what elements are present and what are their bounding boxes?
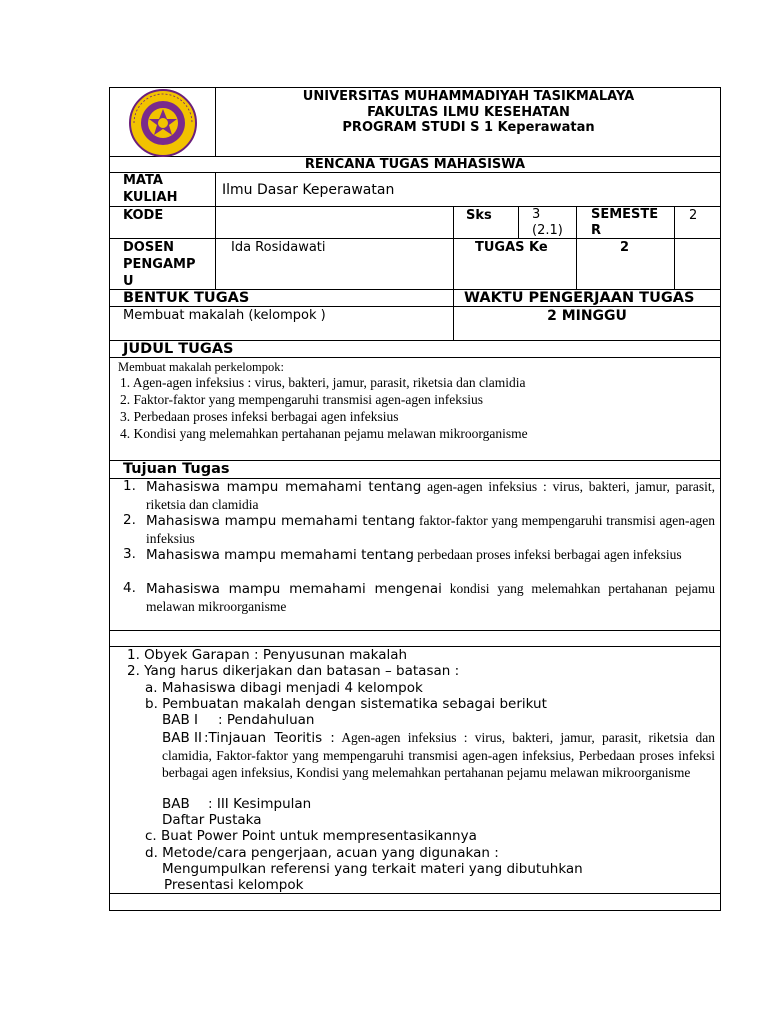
sks-value-line2: (2.1)	[532, 223, 563, 238]
objective-item	[123, 478, 715, 513]
objectives-label: Tujuan Tugas	[123, 461, 230, 477]
detail-line: d. Metode/cara pengerjaan, acuan yang digunakan :	[145, 845, 499, 861]
bab2-text	[162, 729, 715, 781]
task-number-label: TUGAS Ke	[475, 240, 548, 255]
objective-lead: Mahasiswa mampu memahami mengenai	[146, 581, 442, 597]
objective-number: 4.	[123, 580, 136, 596]
lecturer-value: Ida Rosidawati	[231, 240, 326, 255]
task-title-item: 4. Kondisi yang melemahkan pertahanan pejamu melawan mikroorganisme	[120, 426, 528, 441]
objective-content: agen-agen infeksius : virus, bakteri, jamur, parasit, riketsia dan clamidia	[146, 479, 716, 512]
semester-value: 2	[689, 208, 698, 223]
university-name: UNIVERSITAS MUHAMMADIYAH TASIKMALAYA	[302, 89, 635, 104]
detail-line: Presentasi kelompok	[164, 877, 304, 893]
objective-lead: Mahasiswa mampu memahami tentang	[146, 513, 416, 529]
task-title-intro: Membuat makalah perkelompok:	[118, 360, 284, 374]
sks-value	[532, 207, 563, 239]
task-title-item: 3. Perbedaan proses infeksi berbagai agen infeksius	[120, 409, 399, 424]
task-number-value: 2	[620, 240, 630, 255]
lecturer-label	[123, 239, 195, 290]
course-label-line1: MATA	[123, 173, 163, 188]
lecturer-label-line1: DOSEN	[123, 240, 174, 255]
form-type-label: BENTUK TUGAS	[123, 290, 250, 306]
objective-number: 2.	[123, 512, 136, 528]
objective-item	[123, 546, 715, 564]
lecturer-label-line3: U	[123, 274, 134, 289]
detail-line: Mengumpulkan referensi yang terkait materi yang dibutuhkan	[162, 861, 583, 877]
sks-label: Sks	[466, 208, 492, 223]
bab2-label: BAB II	[162, 730, 203, 746]
course-label	[123, 172, 177, 206]
course-value: Ilmu Dasar Keperawatan	[222, 182, 395, 198]
objective-content: kondisi yang melemahkan pertahanan pejamu melawan mikroorganisme	[146, 581, 716, 614]
objective-item	[123, 512, 715, 547]
duration-label: WAKTU PENGERJAAN TUGAS	[464, 290, 695, 306]
objective-content: perbedaan proses infeksi berbagai agen infeksius	[417, 547, 682, 562]
objective-number: 3.	[123, 546, 136, 562]
course-label-line2: KULIAH	[123, 190, 178, 205]
duration-value: 2 MINGGU	[547, 308, 627, 324]
objective-lead: Mahasiswa mampu memahami tentang	[146, 479, 422, 495]
objective-number: 1.	[123, 478, 136, 494]
task-title-item: 1. Agen-agen infeksius : virus, bakteri, jamur, parasit, riketsia dan clamidia	[120, 375, 526, 390]
semester-label	[591, 207, 658, 239]
objective-text	[146, 478, 715, 513]
sks-value-line1: 3	[532, 207, 541, 222]
lecturer-label-line2: PENGAMP	[123, 257, 196, 272]
form-type-value: Membuat makalah (kelompok )	[123, 308, 326, 323]
program-name: PROGRAM STUDI S 1 Keperawatan	[342, 120, 595, 135]
bab3-label: BAB	[162, 796, 190, 812]
objective-lead: Mahasiswa mampu memahami tentang	[146, 547, 414, 563]
task-title-label: JUDUL TUGAS	[123, 341, 234, 357]
bab1-label: BAB I	[162, 712, 199, 728]
faculty-name: FAKULTAS ILMU KESEHATAN	[367, 105, 570, 120]
detail-line: a. Mahasiswa dibagi menjadi 4 kelompok	[145, 680, 423, 696]
bab2-lead: :Tinjauan Teoritis :	[204, 730, 335, 746]
bab2-content: Agen-agen infeksius : virus, bakteri, jamur, parasit, riketsia dan clamidia, Faktor-faktor yang mempengaruhi transmisi agen-agen infeksius, Perbedaan proses infeksi berbagai agen infeksius, Kondisi yang melemahkan pertahanan pejamu melawan mikroorganisme	[162, 730, 715, 780]
form-title: RENCANA TUGAS MAHASISWA	[304, 157, 526, 172]
objective-text	[146, 546, 715, 564]
bab1-value: : Pendahuluan	[218, 712, 315, 728]
bab3-value: : III Kesimpulan	[208, 796, 312, 812]
bibliography-line: Daftar Pustaka	[162, 812, 262, 828]
detail-line: b. Pembuatan makalah dengan sistematika sebagai berikut	[145, 696, 547, 712]
code-label: KODE	[123, 208, 164, 223]
bab2-block	[162, 729, 715, 781]
detail-line: c. Buat Power Point untuk mempresentasikannya	[145, 828, 477, 844]
detail-line: 2. Yang harus dikerjakan dan batasan – batasan :	[127, 663, 460, 679]
objective-text	[146, 580, 715, 615]
task-title-item: 2. Faktor-faktor yang mempengaruhi transmisi agen-agen infeksius	[120, 392, 484, 407]
semester-label-line2: R	[591, 223, 602, 238]
semester-label-line1: SEMESTE	[591, 207, 659, 222]
objective-item	[123, 580, 715, 615]
university-logo	[116, 88, 210, 158]
detail-line: 1. Obyek Garapan : Penyusunan makalah	[127, 647, 408, 663]
objective-text	[146, 512, 715, 547]
objective-content: faktor-faktor yang mempengaruhi transmisi agen-agen infeksius	[146, 513, 716, 546]
